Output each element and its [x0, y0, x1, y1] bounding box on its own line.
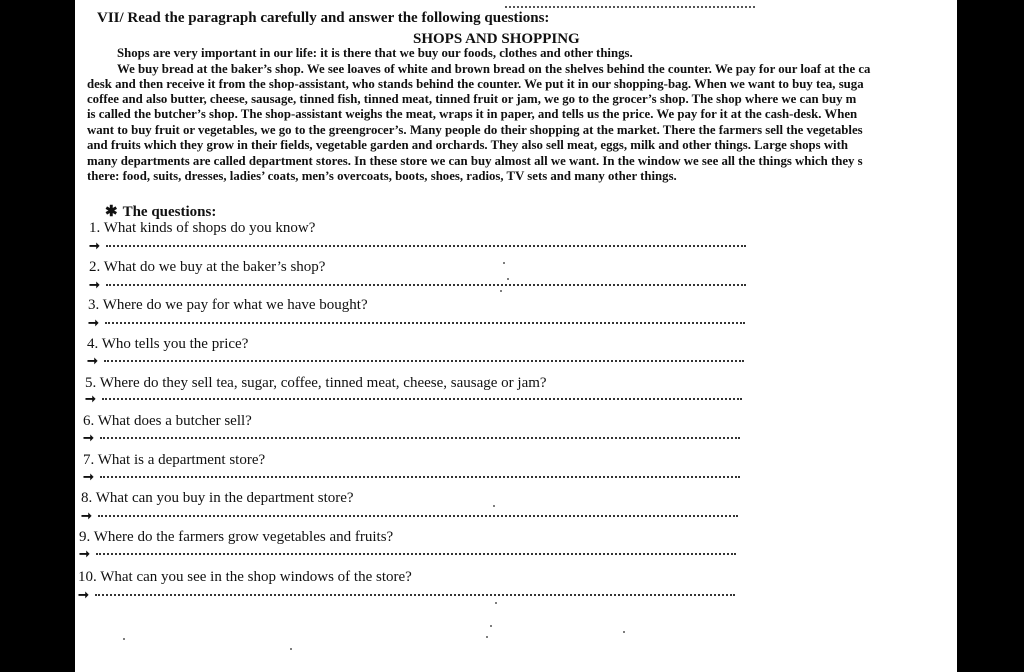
arrow-icon: ➞	[79, 546, 90, 561]
arrow-icon: ➞	[85, 391, 96, 406]
passage-line: coffee and also butter, cheese, sausage, tinned fish, tinned meat, tinned fruit or jam, we go to the grocer’s shop. The shop where we can buy m	[87, 92, 857, 106]
worksheet-page	[75, 0, 957, 672]
arrow-icon: ➞	[87, 353, 98, 368]
passage-line: want to buy fruit or vegetables, we go to the greengrocer’s. Many people do their shopping at the market. There the farmers sell the vegetables	[87, 123, 863, 137]
top-dotted-line	[505, 6, 755, 8]
question-7: 7. What is a department store?	[83, 452, 266, 468]
questions-heading	[105, 202, 216, 221]
scan-speck	[123, 638, 125, 640]
scan-speck	[290, 648, 292, 650]
section-title: VII/ Read the paragraph carefully and answer the following questions:	[97, 10, 550, 26]
passage-line: there: food, suits, dresses, ladies’ coats, men’s overcoats, boots, shoes, radios, TV sets and many other things.	[87, 169, 677, 183]
star-icon: ✱	[105, 204, 118, 220]
scan-speck	[495, 602, 497, 604]
question-4: 4. Who tells you the price?	[87, 336, 249, 352]
arrow-icon: ➞	[83, 430, 94, 445]
arrow-icon: ➞	[88, 315, 99, 330]
question-5: 5. Where do they sell tea, sugar, coffee, tinned meat, cheese, sausage or jam?	[85, 375, 547, 391]
passage-line: is called the butcher’s shop. The shop-assistant weighs the meat, wraps it in paper, and tells us the price. We pay for it at the cash-desk. When	[87, 107, 858, 121]
arrow-icon: ➞	[81, 508, 92, 523]
question-6: 6. What does a butcher sell?	[83, 413, 252, 429]
scan-speck	[503, 262, 505, 264]
scan-speck	[493, 505, 495, 507]
passage-line: Shops are very important in our life: it is there that we buy our foods, clothes and other things.	[117, 46, 633, 60]
passage-line: and fruits which they grow in their fields, vegetable garden and orchards. They also sell meat, eggs, milk and other things. Large shops with	[87, 138, 848, 152]
passage-line: many departments are called department stores. In these store we can buy almost all we want. In the window we see all the things which they s	[87, 154, 863, 168]
question-10: 10. What can you see in the shop windows of the store?	[78, 569, 412, 585]
question-1: 1. What kinds of shops do you know?	[89, 220, 316, 236]
arrow-icon: ➞	[83, 469, 94, 484]
question-3: 3. Where do we pay for what we have bought?	[88, 297, 368, 313]
passage-line: desk and then receive it from the shop-assistant, who stands behind the counter. We put it in our shopping-bag. When we want to buy tea, suga	[87, 77, 864, 91]
passage-line: We buy bread at the baker’s shop. We see loaves of white and brown bread on the shelves behind the counter. We pay for our loaf at the ca	[117, 62, 871, 76]
arrow-icon: ➞	[78, 587, 89, 602]
passage-title: SHOPS AND SHOPPING	[413, 31, 580, 47]
scan-speck	[500, 290, 502, 292]
question-8: 8. What can you buy in the department store?	[81, 490, 354, 506]
question-9: 9. Where do the farmers grow vegetables and fruits?	[79, 529, 394, 545]
scan-speck	[486, 636, 488, 638]
scan-speck	[623, 631, 625, 633]
questions-heading-text: The questions:	[122, 204, 217, 220]
question-2: 2. What do we buy at the baker’s shop?	[89, 259, 326, 275]
scan-speck	[507, 278, 509, 280]
arrow-icon: ➞	[89, 238, 100, 253]
scan-speck	[490, 625, 492, 627]
arrow-icon: ➞	[89, 277, 100, 292]
